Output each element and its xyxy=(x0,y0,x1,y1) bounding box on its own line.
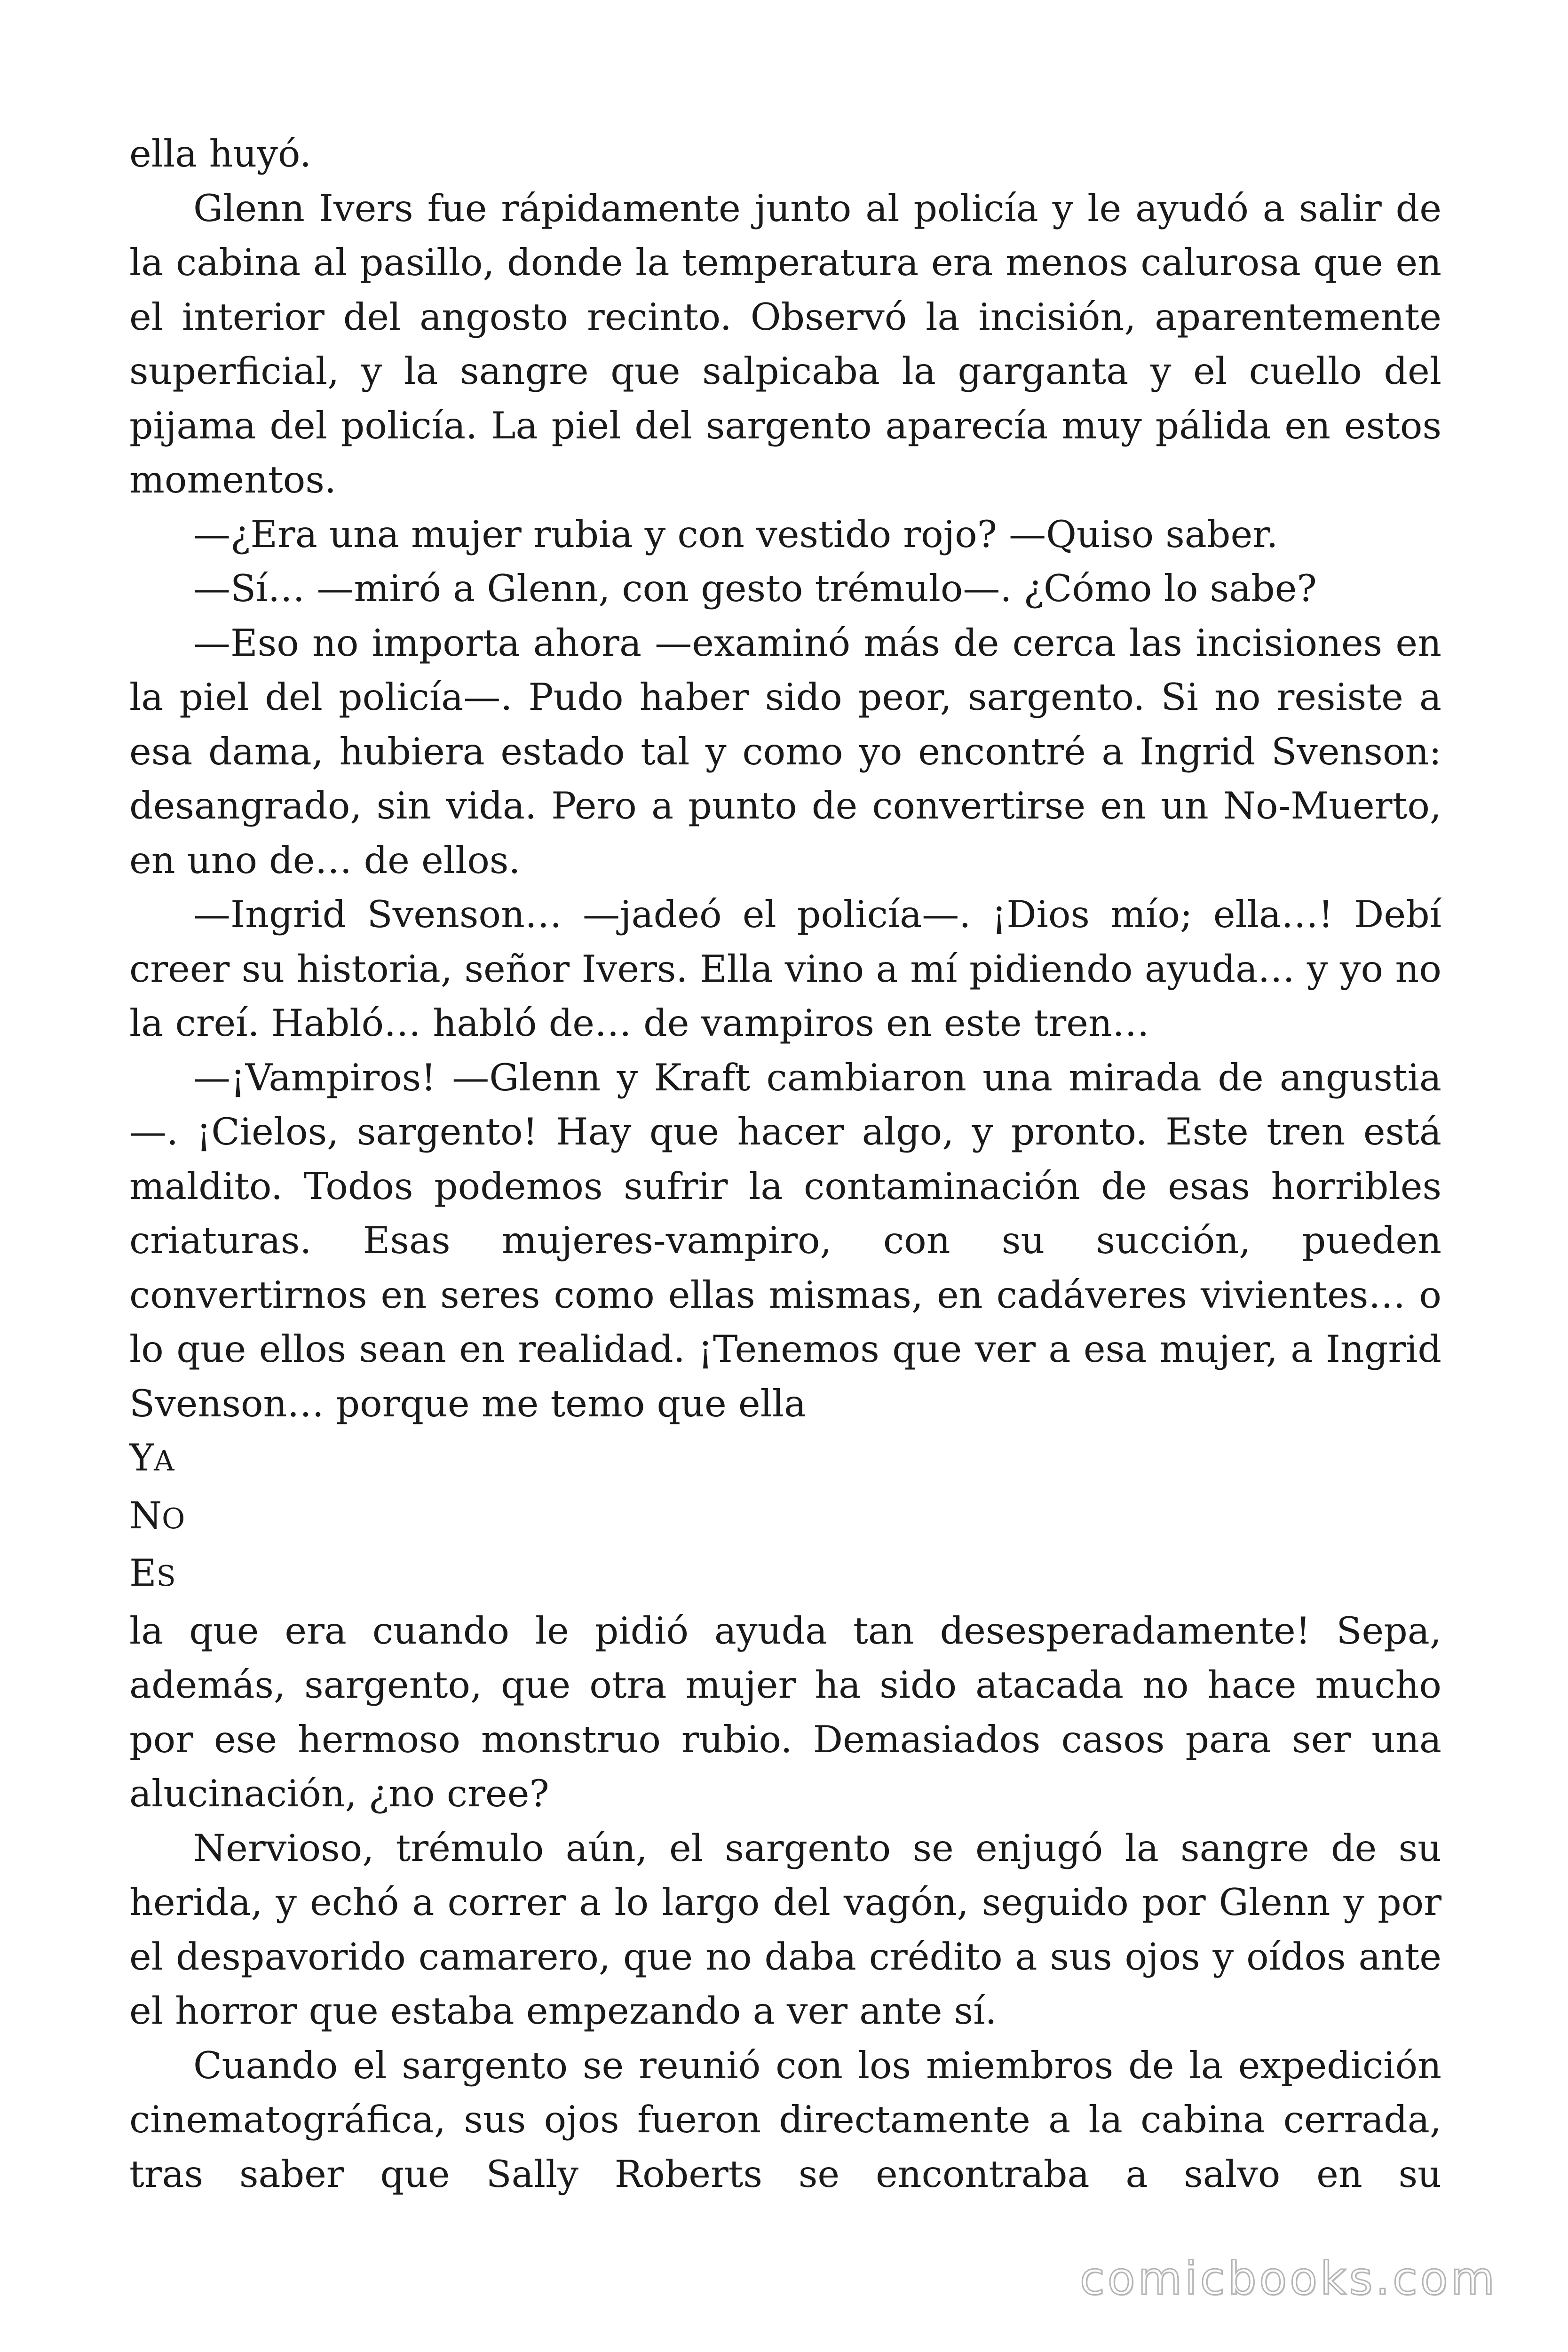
smallcaps-word xyxy=(129,1546,1441,1604)
paragraph: Glenn Ivers fue rápidamente junto al policía y le ayudó a salir de la cabina al pasillo, donde la temperatura era menos calurosa que en el interior del angosto recinto. Observó la incisión, aparentemente superficial, y la sangre que salpicaba la garganta y el cuello del pijama del policía. La piel del sargento aparecía muy pálida en estos momentos. xyxy=(129,186,1441,501)
paragraph: —Eso no importa ahora —examinó más de cerca las incisiones en la piel del policía—. Pudo haber sido peor, sargento. Si no resiste a esa dama, hubiera estado tal y como yo encontré a Ingrid Svenson: desangrado, sin vida. Pero a punto de convertirse en un No-Muerto, en uno de… de ellos. xyxy=(129,621,1441,882)
smallcaps-rest: O xyxy=(162,1502,185,1535)
smallcaps-initial: N xyxy=(129,1494,162,1537)
paragraph: —¿Era una mujer rubia y con vestido rojo? —Quiso saber. xyxy=(193,512,1278,556)
smallcaps-rest: S xyxy=(156,1560,176,1593)
page-text xyxy=(129,127,1441,2201)
smallcaps-word xyxy=(129,1431,1441,1489)
paragraph: Cuando el sargento se reunió con los miembros de la expedición cinematográfica, sus ojos fueron directamente a la cabina cerrada, tras saber que Sally Roberts se encontraba a salvo en su xyxy=(129,2043,1441,2196)
smallcaps-rest: A xyxy=(154,1445,174,1478)
paragraph: la que era cuando le pidió ayuda tan desesperadamente! Sepa, además, sargento, que otra mujer ha sido atacada no hace mucho por ese hermoso monstruo rubio. Demasiados casos para ser una alucinación, ¿no cree? xyxy=(129,1609,1441,1815)
paragraph: Nervioso, trémulo aún, el sargento se enjugó la sangre de su herida, y echó a correr a lo largo del vagón, seguido por Glenn y por el despavorido camarero, que no daba crédito a sus ojos y oídos ante el horror que estaba empezando a ver ante sí. xyxy=(129,1826,1441,2033)
paragraph: ella huyó. xyxy=(129,132,312,175)
paragraph: —Sí… —miró a Glenn, con gesto trémulo—. ¿Cómo lo sabe? xyxy=(193,567,1317,610)
watermark: comicbooks.com xyxy=(1079,2252,1497,2305)
paragraph: —Ingrid Svenson… —jadeó el policía—. ¡Dios mío; ella…! Debí creer su historia, señor Ivers. Ella vino a mí pidiendo ayuda… y yo no la creí. Habló… habló de… de vampiros en este tren… xyxy=(129,893,1441,1045)
smallcaps-initial: Y xyxy=(129,1436,154,1479)
smallcaps-word xyxy=(129,1489,1441,1547)
paragraph: —¡Vampiros! —Glenn y Kraft cambiaron una mirada de angustia —. ¡Cielos, sargento! Hay que hacer algo, y pronto. Este tren está maldito. Todos podemos sufrir la contaminación de esas horribles criaturas. Esas mujeres-vampiro, con su succión, pueden convertirnos en seres como ellas mismas, en cadáveres vivientes… o lo que ellos sean en realidad. ¡Tenemos que ver a esa mujer, a Ingrid Svenson… porque me temo que ella xyxy=(129,1056,1441,1425)
smallcaps-initial: E xyxy=(129,1551,157,1595)
